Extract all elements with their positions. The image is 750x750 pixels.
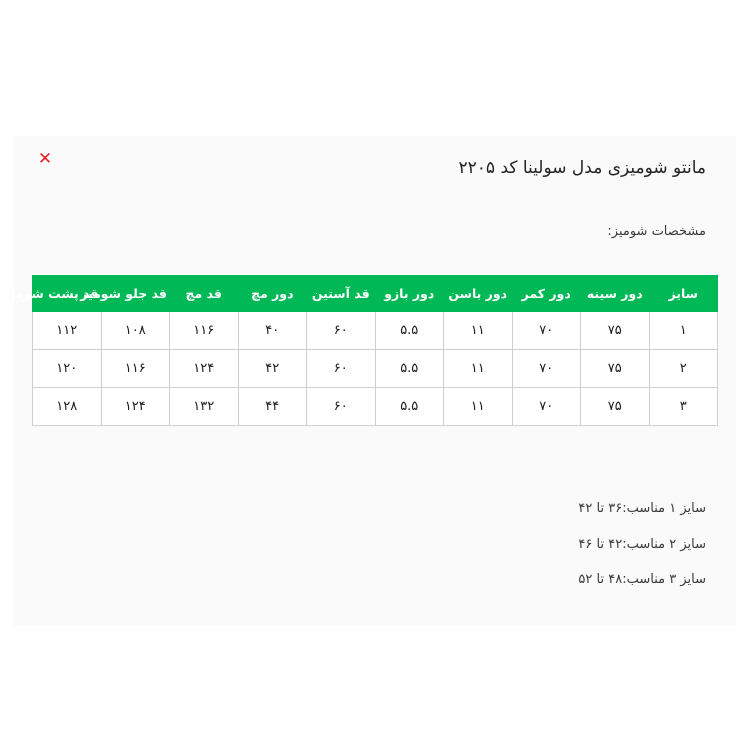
- table-header-cell: قد مچ: [170, 276, 239, 312]
- table-header: [2, 276, 718, 312]
- size-notes: [46, 501, 706, 588]
- table-header-cell: دور سینه: [581, 276, 650, 312]
- table-cell: ۷۵: [581, 388, 650, 426]
- specs-label: مشخصات شومیز:: [607, 224, 706, 239]
- size-note-2: سایز ۲ مناسب:۴۲ تا ۴۶: [578, 536, 706, 552]
- table-cell: ۶۰: [307, 350, 376, 388]
- table-cell: ۱۳۲: [170, 388, 239, 426]
- size-guide-modal: [2, 136, 736, 626]
- table-header-cell: سایز: [649, 276, 718, 312]
- table-cell: ۷۰: [512, 312, 581, 350]
- table-cell: ۵.۵: [375, 312, 444, 350]
- table-cell: ۴۴: [238, 388, 307, 426]
- table-cell: ۱۲۰: [33, 350, 102, 388]
- table-row: [33, 312, 718, 350]
- table-cell: ۱۱: [444, 388, 513, 426]
- table-header-row: [33, 276, 718, 312]
- table-cell: ۳: [649, 388, 718, 426]
- table-header-cell: قد پشت شومیز: [33, 276, 102, 312]
- table-header-cell: دور مچ: [238, 276, 307, 312]
- table-cell: ۶۰: [307, 388, 376, 426]
- page-title: مانتو شومیزی مدل سولینا کد ۲۲۰۵: [458, 158, 706, 178]
- table-cell: ۱۱: [444, 350, 513, 388]
- table-cell: ۷۵: [581, 312, 650, 350]
- table-header-cell: دور باسن: [444, 276, 513, 312]
- size-note-3: سایز ۳ مناسب:۴۸ تا ۵۲: [578, 572, 706, 588]
- table-header-cell: دور بازو: [375, 276, 444, 312]
- table-cell: ۱۲۴: [170, 350, 239, 388]
- table-cell: ۱۰۸: [101, 312, 170, 350]
- close-icon[interactable]: ✕: [32, 146, 58, 172]
- table-cell: ۶۰: [307, 312, 376, 350]
- table-cell: ۱۱۲: [33, 312, 102, 350]
- table-row: [33, 350, 718, 388]
- table-row: [33, 388, 718, 426]
- table-cell: ۱۱۶: [170, 312, 239, 350]
- table-cell: ۲: [649, 350, 718, 388]
- table-cell: ۱۱: [444, 312, 513, 350]
- table-cell: ۴۲: [238, 350, 307, 388]
- size-table: [2, 275, 718, 426]
- table-cell: ۷۰: [512, 350, 581, 388]
- size-table-wrapper: [2, 275, 718, 426]
- table-cell: ۵.۵: [375, 350, 444, 388]
- table-cell: ۵.۵: [375, 388, 444, 426]
- table-cell: ۱۲۴: [101, 388, 170, 426]
- size-note-1: سایز ۱ مناسب:۳۶ تا ۴۲: [578, 501, 706, 516]
- table-cell: ۴۰: [238, 312, 307, 350]
- table-cell: ۷۵: [581, 350, 650, 388]
- table-cell: ۱۱۶: [101, 350, 170, 388]
- table-cell: ۱: [649, 312, 718, 350]
- table-header-cell: قد جلو شومیز: [101, 276, 170, 312]
- table-header-cell: قد آستین: [307, 276, 376, 312]
- table-header-cell: دور کمر: [512, 276, 581, 312]
- table-body: [33, 312, 718, 426]
- table-cell: ۱۲۸: [33, 388, 102, 426]
- table-cell: ۷۰: [512, 388, 581, 426]
